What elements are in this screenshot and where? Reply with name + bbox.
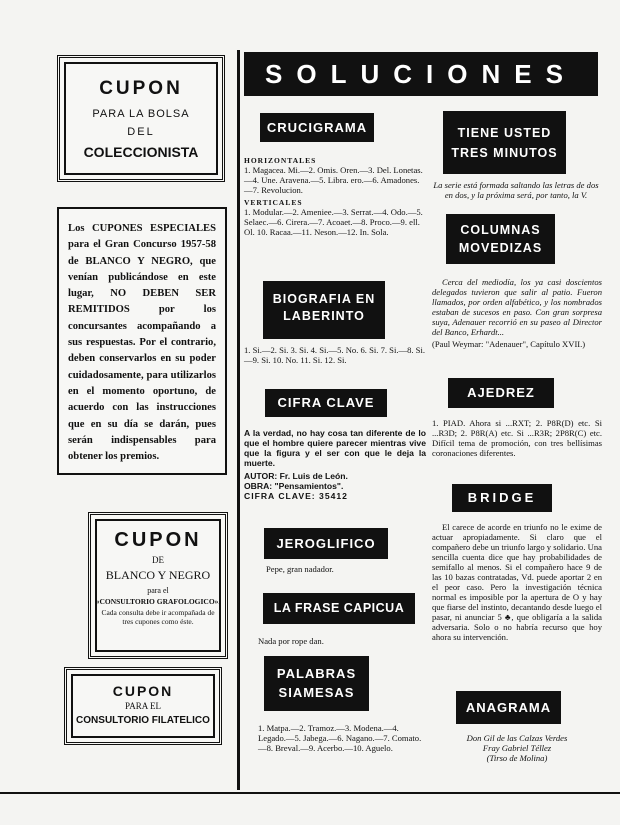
cifra-clave-body xyxy=(244,428,426,501)
heading-text: JEROGLIFICO xyxy=(276,536,376,551)
heading-text: BIOGRAFIA EN xyxy=(272,292,376,306)
ajedrez-body: 1. PIAD. Ahora si ...RXT; 2. P8R(D) etc. Si ...R3D; 2. P8R(A) etc. Si ...R3R; 2P8R(C) etc. Difícil tema de promoción, con tres bellísimas coronaciones diferentes. xyxy=(432,418,602,458)
quote: A la verdad, no hay cosa tan diferente de lo que el hombre quiere parecer mientras vive que la figura y el ser con que le deja la muerte. xyxy=(244,428,426,468)
bridge-heading xyxy=(452,484,552,512)
frase-capicua-body: Nada por rope dan. xyxy=(258,636,324,646)
coupon-line: DE xyxy=(152,555,164,565)
page-title xyxy=(244,52,598,96)
heading-text: LABERINTO xyxy=(283,309,365,323)
work: OBRA: "Pensamientos". xyxy=(244,481,344,491)
answers: 1. Modular.—2. Ameniee.—3. Serrat.—4. Odo.—5. Selaec.—6. Cirera.—7. Acoaet.—8. Proco.—9. ell. Ol. 10. Racaa.—11. Neson.—12. In. Sola. xyxy=(244,207,423,237)
biografia-body: 1. Si.—2. Si. 3. Si. 4. Si.—5. No. 6. Si. 7. Si.—8. Si.—9. Si. 10. No. 11. Si. 12. Si. xyxy=(244,345,425,365)
coupon-line: DEL xyxy=(127,126,155,138)
anagram-line: (Tirso de Molina) xyxy=(486,753,548,763)
heading-text: SIAMESAS xyxy=(278,685,355,700)
coupon-line: COLECCIONISTA xyxy=(83,144,199,160)
coupon-title: CUPON xyxy=(114,529,202,551)
coupon-title: CUPON xyxy=(99,78,183,99)
coupon-line: para el xyxy=(147,586,169,595)
heading-text: TIENE USTED xyxy=(457,126,552,140)
cifra-clave-heading xyxy=(265,389,387,417)
heading-text: CRUCIGRAMA xyxy=(266,120,368,135)
anagrama-heading xyxy=(456,691,561,724)
tiene-usted-body: La serie está formada saltando las letras de dos en dos, y la próxima será, por tanto, la V. xyxy=(433,180,599,200)
coupon-title: CUPON xyxy=(112,683,174,699)
notice-text: Los CUPONES ESPECIALES para el Gran Concurso 1957-58 de BLANCO Y NEGRO, que venían publicándose en este lugar, NO DEBEN SER REMITIDOS por los concursantes acompañando a sus respuestas. Por el contrario, deben conservarlos en su poder cuidadosamente, para utilizarlos en el momento oportuno, de acuerdo con las instrucciones que en su día se darán, pues serán indispensables para obtener los premios. xyxy=(68,223,216,463)
heading-text: AJEDREZ xyxy=(467,385,535,400)
key: CIFRA CLAVE: 35412 xyxy=(244,491,348,501)
coupon-consultorio-filatelico xyxy=(64,667,222,745)
biografia-heading xyxy=(263,281,385,339)
heading-text: COLUMNAS xyxy=(460,223,541,237)
anagram-line: Don Gil de las Calzas Verdes xyxy=(466,733,568,743)
heading-text: CIFRA CLAVE xyxy=(277,395,375,410)
anagram-line: Fray Gabriel Téllez xyxy=(482,743,552,753)
coupon-line: Cada consulta debe ir acompañada de tres cupones como éste. xyxy=(101,608,215,626)
heading-text: TRES MINUTOS xyxy=(451,146,558,160)
crucigrama-heading xyxy=(260,113,374,142)
ajedrez-heading xyxy=(448,378,554,408)
coupon-consultorio-grafologico xyxy=(88,512,228,659)
coupon-line: CONSULTORIO FILATELICO xyxy=(76,715,210,726)
bottom-rule xyxy=(0,792,620,794)
author: AUTOR: Fr. Luis de León. xyxy=(244,471,348,481)
answers: 1. Magacea. Mi.—2. Omis. Oren.—3. Del. Lonetas.—4. Une. Aravena.—5. Libra. ero.—6. Amadones.—7. Revolucion. xyxy=(244,165,423,195)
anagrama-body xyxy=(432,733,602,763)
subheading: VERTICALES xyxy=(244,198,303,207)
heading-text: BRIDGE xyxy=(467,490,537,505)
page-title-text: SOLUCIONES xyxy=(265,59,577,89)
heading-text: MOVEDIZAS xyxy=(458,241,543,255)
passage: Cerca del mediodía, los ya casi doscientos delegados tuvieron que salir al patio. Fueron llamados, por orden alfabético, y los nombrados estaban de sucesos en paso. Con gran sorpresa suya, Adenauer recorrió en su paseo al Director del Banco, Erhardt... xyxy=(432,277,602,337)
coupon-line: «CONSULTORIO GRAFOLOGICO». xyxy=(95,597,221,606)
tiene-usted-heading xyxy=(443,111,566,174)
palabras-siamesas-body: 1. Matpa.—2. Tramoz.—3. Modena.—4. Legado.—5. Jabega.—6. Nagano.—7. Comato.—8. Breval.—9. Acerbo.—10. Aguelo. xyxy=(258,723,422,753)
jeroglifico-heading xyxy=(264,528,388,559)
heading-text: LA FRASE CAPICUA xyxy=(273,601,405,615)
coupon-bolsa-coleccionista xyxy=(57,55,225,182)
reference: (Paul Weymar: "Adenauer", Capítulo XVII.) xyxy=(432,339,586,349)
heading-text: PALABRAS xyxy=(276,666,357,681)
bridge-body: El carece de acorde en triunfo no le exime de actuar apropiadamente. Si claro que el compañero debe un triunfo largo y solidario. Una sencilla cuenta dice que hay probabilidades de semifallo al menos. Si el compañero hace 9 de las 10 bazas contratadas, Vd. puede aportar 2 en el peor caso. Pero la investigación técnica normal es imposible por la apertura de O y hay que fiarse del instinto, decantando desde luego el pasar, ni anunciar 5 ♣, que obligaría a la salida adversaria. Solo o no habría recurso que hoy ahora su intervención. xyxy=(432,522,602,642)
subheading: HORIZONTALES xyxy=(244,156,317,165)
coupon-line: PARA EL xyxy=(125,701,161,711)
coupon-notice xyxy=(57,207,227,475)
frase-capicua-heading xyxy=(263,593,415,624)
columnas-movedizas-heading xyxy=(446,214,555,264)
coupon-line: PARA LA BOLSA xyxy=(92,108,190,120)
crucigrama-body xyxy=(244,156,426,237)
jeroglifico-body: Pepe, gran nadador. xyxy=(266,564,334,574)
palabras-siamesas-heading xyxy=(264,656,369,711)
coupon-line: BLANCO Y NEGRO xyxy=(105,568,211,582)
columnas-movedizas-body xyxy=(432,277,602,349)
heading-text: ANAGRAMA xyxy=(465,700,552,715)
column-divider xyxy=(237,50,240,790)
